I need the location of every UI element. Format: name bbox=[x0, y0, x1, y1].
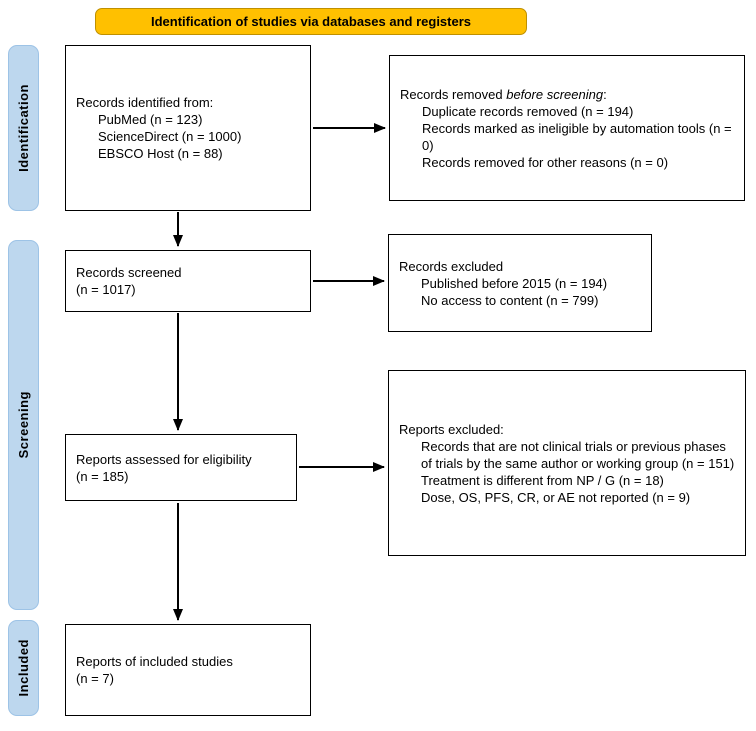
records-identified-title: Records identified from: bbox=[76, 95, 214, 110]
reports-excluded-item: Dose, OS, PFS, CR, or AE not reported (n = 9) bbox=[421, 489, 691, 505]
records-removed-item: Records removed for other reasons (n = 0) bbox=[422, 154, 669, 170]
records-removed-title-emphasis: before screening bbox=[506, 86, 604, 102]
box-reports-assessed bbox=[65, 434, 297, 501]
box-reports-excluded bbox=[388, 370, 746, 556]
stage-included bbox=[8, 620, 39, 716]
reports-assessed-line2: (n = 185) bbox=[76, 468, 129, 484]
records-screened-line1: Records screened bbox=[76, 265, 182, 280]
box-records-identified bbox=[65, 45, 311, 211]
box-records-screened bbox=[65, 250, 311, 312]
records-screened-line2: (n = 1017) bbox=[76, 282, 136, 297]
box-reports-included bbox=[65, 624, 311, 716]
stage-identification bbox=[8, 45, 39, 211]
records-removed-title-prefix: Records removed bbox=[400, 86, 507, 102]
records-excluded-title: Records excluded bbox=[399, 258, 504, 274]
records-removed-title-suffix: : bbox=[603, 86, 607, 102]
stage-screening bbox=[8, 240, 39, 610]
records-removed-item: Records marked as ineligible by automation tools (n = 0) bbox=[422, 120, 732, 153]
records-identified-item: EBSCO Host (n = 88) bbox=[98, 146, 223, 161]
reports-excluded-item: Treatment is different from NP / G (n = 18) bbox=[421, 472, 664, 488]
banner-label: Identification of studies via databases and registers bbox=[150, 14, 472, 29]
records-removed-title bbox=[400, 86, 734, 103]
reports-assessed-line1: Reports assessed for eligibility bbox=[76, 451, 252, 467]
banner-databases-registers bbox=[95, 8, 527, 35]
records-identified-item: PubMed (n = 123) bbox=[98, 112, 203, 127]
reports-included-line2: (n = 7) bbox=[76, 671, 114, 686]
records-identified-item: ScienceDirect (n = 1000) bbox=[98, 129, 242, 144]
reports-included-line1: Reports of included studies bbox=[76, 654, 233, 669]
records-excluded-item: Published before 2015 (n = 194) bbox=[421, 275, 608, 291]
records-excluded-item: No access to content (n = 799) bbox=[421, 292, 599, 308]
stage-identification-label: Identification bbox=[16, 84, 31, 172]
records-removed-item: Duplicate records removed (n = 194) bbox=[422, 103, 634, 119]
box-records-removed bbox=[389, 55, 745, 201]
box-records-excluded bbox=[388, 234, 652, 332]
stage-included-label: Included bbox=[16, 639, 31, 697]
reports-excluded-item: Records that are not clinical trials or previous phases of trials by the same author or working group (n = 151) bbox=[421, 438, 735, 471]
stage-screening-label: Screening bbox=[16, 391, 31, 459]
reports-excluded-title: Reports excluded: bbox=[399, 421, 504, 437]
